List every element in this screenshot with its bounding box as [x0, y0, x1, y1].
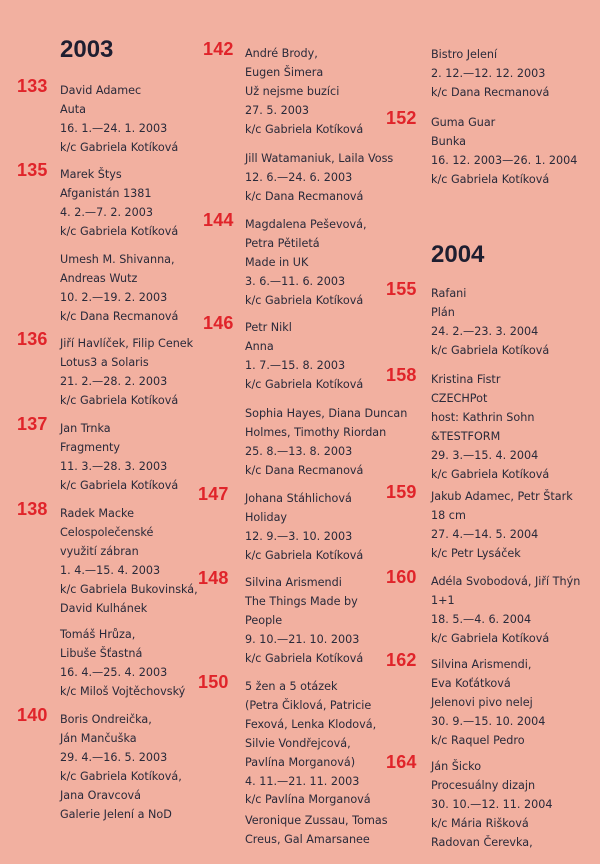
- exhibition-title: Už nejsme buzíci: [245, 84, 340, 98]
- exhibition-details: [431, 46, 549, 103]
- curator: k/c Gabriela Kotíková: [245, 293, 364, 307]
- exhibition-details: [431, 573, 580, 649]
- exhibition-details: [245, 405, 407, 481]
- exhibition-details: [245, 319, 363, 395]
- artist-name: Creus, Gal Amarsanee: [245, 832, 370, 846]
- exhibition-number: 162: [386, 650, 417, 670]
- curator: k/c Gabriela Kotíková: [60, 140, 179, 154]
- exhibition-dates: 4. 2.—7. 2. 2003: [60, 205, 154, 219]
- exhibition-dates: 27. 4.—14. 5. 2004: [431, 527, 539, 541]
- artist-name: Silvina Arismendi: [245, 576, 342, 589]
- exhibition-title: 1+1: [431, 593, 455, 607]
- artist-name: Ján Mančuška: [60, 731, 137, 745]
- artist-name: David Adamec: [60, 84, 142, 97]
- exhibition-dates: 18. 5.—4. 6. 2004: [431, 612, 532, 626]
- exhibition-details: [245, 574, 363, 669]
- artist-name: Sophia Hayes, Diana Duncan: [245, 407, 408, 420]
- exhibition-details: [60, 420, 178, 496]
- exhibition-dates: 29. 4.—16. 5. 2003: [60, 750, 168, 764]
- exhibition-details: [60, 711, 182, 824]
- exhibition-number: 152: [386, 108, 417, 128]
- year-heading-2004: 2004: [431, 241, 485, 268]
- exhibition-details: [431, 656, 545, 751]
- artist-name: Petra Pětiletá: [245, 236, 320, 250]
- exhibition-dates: 25. 8.—13. 8. 2003: [245, 444, 353, 458]
- exhibition-number: 133: [17, 76, 48, 96]
- exhibition-title: Holiday: [245, 510, 288, 524]
- exhibition-number: 135: [17, 160, 48, 180]
- exhibition-dates: 10. 2.—19. 2. 2003: [60, 290, 168, 304]
- exhibition-details: [431, 285, 549, 361]
- exhibition-dates: 30. 10.—12. 11. 2004: [431, 797, 553, 811]
- exhibition-title: Jelenovi pivo nelej: [431, 695, 533, 709]
- curator: k/c Gabriela Kotíková: [431, 343, 550, 357]
- artist-name: Andreas Wutz: [60, 271, 138, 285]
- artist-name: Boris Ondreička,: [60, 713, 152, 726]
- exhibition-number: 159: [386, 482, 417, 502]
- curator: k/c Gabriela Kotíková,: [60, 769, 182, 783]
- exhibition-details: [60, 505, 198, 618]
- exhibition-dates: 9. 10.—21. 10. 2003: [245, 632, 360, 646]
- exhibition-title: Plán: [431, 305, 455, 319]
- exhibition-dates: 30. 9.—15. 10. 2004: [431, 714, 546, 728]
- artist-name: Magdalena Peševová,: [245, 218, 367, 231]
- artist-name: Eva Koťátková: [431, 676, 511, 690]
- artist-name: Jiří Havlíček, Filip Cenek: [60, 337, 194, 350]
- exhibition-dates: 27. 5. 2003: [245, 103, 310, 117]
- guest-artist: host: Kathrin Sohn: [431, 410, 535, 424]
- curator: k/c Gabriela Kotíková: [60, 393, 179, 407]
- exhibition-title: Made in UK: [245, 255, 309, 269]
- exhibition-number: 146: [203, 313, 234, 333]
- exhibition-details: [245, 678, 376, 810]
- exhibition-title: Auta: [60, 102, 86, 116]
- exhibition-title: Bistro Jelení: [431, 48, 498, 61]
- artist-name: Radek Macke: [60, 507, 135, 520]
- exhibition-dates: 16. 1.—24. 1. 2003: [60, 121, 168, 135]
- artist-name: Umesh M. Shivanna,: [60, 253, 175, 266]
- curator: k/c Petr Lysáček: [431, 546, 521, 560]
- artist-name: Silvie Vondřejcová,: [245, 736, 351, 750]
- exhibition-number: 140: [17, 705, 48, 725]
- curator: k/c Gabriela Kotíková: [245, 651, 364, 665]
- exhibition-number: 138: [17, 499, 48, 519]
- venue: Galerie Jelení a NoD: [60, 807, 172, 821]
- exhibition-number: 137: [17, 414, 48, 434]
- exhibition-number: 164: [386, 752, 417, 772]
- exhibition-details: [245, 216, 367, 311]
- curator: k/c Dana Recmanová: [245, 189, 364, 203]
- exhibition-title: Lotus3 a Solaris: [60, 355, 149, 369]
- curator: k/c Gabriela Kotíková: [60, 478, 179, 492]
- exhibition-title: The Things Made by: [245, 594, 358, 608]
- exhibition-number: 155: [386, 279, 417, 299]
- artist-name: Holmes, Timothy Riordan: [245, 425, 387, 439]
- artist-name: Veronique Zussau, Tomas: [245, 814, 388, 827]
- curator: k/c Gabriela Kotíková: [431, 172, 550, 186]
- exhibition-details: [60, 626, 185, 702]
- exhibition-number: 144: [203, 210, 234, 230]
- curator: k/c Dana Recmanová: [431, 85, 550, 99]
- artist-name: Petr Nikl: [245, 321, 292, 334]
- exhibition-title: CZECHPot: [431, 391, 488, 405]
- exhibition-title: Fragmenty: [60, 440, 121, 454]
- curator: k/c Dana Recmanová: [245, 463, 364, 477]
- artist-name: Pavlína Morganová): [245, 755, 356, 769]
- exhibition-details: [431, 114, 577, 190]
- exhibition-dates: 24. 2.—23. 3. 2004: [431, 324, 539, 338]
- artist-name: Johana Stáhlichová: [245, 492, 352, 505]
- curator: k/c Gabriela Kotíková: [431, 467, 550, 481]
- artist-name: Jill Watamaniuk, Laila Voss: [245, 152, 394, 165]
- artist-name: Libuše Šťastná: [60, 646, 143, 660]
- exhibition-details: [60, 166, 178, 242]
- exhibition-dates: 29. 3.—15. 4. 2004: [431, 448, 539, 462]
- exhibition-details: [60, 82, 178, 158]
- exhibition-dates: 12. 9.—3. 10. 2003: [245, 529, 353, 543]
- exhibition-dates: 1. 4.—15. 4. 2003: [60, 563, 161, 577]
- curator: k/c Gabriela Kotíková: [245, 548, 364, 562]
- exhibition-number: 147: [198, 484, 229, 504]
- curator: k/c Mária Rišková: [431, 816, 529, 830]
- artist-name: Kristina Fistr: [431, 373, 501, 386]
- exhibition-number: 160: [386, 567, 417, 587]
- exhibition-dates: 3. 6.—11. 6. 2003: [245, 274, 346, 288]
- exhibition-details: [245, 812, 388, 850]
- artist-name: Tomáš Hrůza,: [60, 628, 136, 641]
- exhibition-title: Anna: [245, 339, 274, 353]
- curator: David Kulhánek: [60, 601, 148, 615]
- exhibition-number: 148: [198, 568, 229, 588]
- exhibition-details: [245, 490, 363, 566]
- exhibition-number: 136: [17, 329, 48, 349]
- artist-name: Jakub Adamec, Petr Štark: [431, 490, 573, 503]
- artist-name: Ján Šicko: [431, 760, 482, 773]
- year-heading-2003: 2003: [60, 36, 114, 63]
- exhibition-details: [431, 488, 573, 564]
- exhibition-details: [60, 251, 178, 327]
- curator: k/c Pavlína Morganová: [245, 793, 371, 807]
- curator: Jana Oravcová: [60, 788, 142, 802]
- exhibition-title: 18 cm: [431, 508, 466, 522]
- exhibition-dates: 4. 11.—21. 11. 2003: [245, 774, 360, 788]
- exhibition-title: 5 žen a 5 otázek: [245, 680, 338, 693]
- exhibition-dates: 2. 12.—12. 12. 2003: [431, 66, 546, 80]
- curator: k/c Raquel Pedro: [431, 733, 525, 747]
- exhibition-title: Celospolečenské: [60, 525, 154, 539]
- curator: k/c Dana Recmanová: [60, 309, 179, 323]
- exhibition-title: Afganistán 1381: [60, 186, 152, 200]
- exhibition-number: 158: [386, 365, 417, 385]
- artist-name: André Brody,: [245, 47, 318, 60]
- exhibition-dates: 16. 4.—25. 4. 2003: [60, 665, 168, 679]
- curator: k/c Gabriela Kotíková: [245, 377, 364, 391]
- exhibition-title: People: [245, 613, 283, 627]
- exhibition-title: Procesuálny dizajn: [431, 778, 536, 792]
- curator: k/c Gabriela Kotíková: [245, 122, 364, 136]
- artist-name: (Petra Čiklová, Patricie: [245, 698, 372, 712]
- curator: k/c Gabriela Bukovinská,: [60, 582, 198, 596]
- exhibition-details: [431, 371, 549, 484]
- exhibition-dates: 21. 2.—28. 2. 2003: [60, 374, 168, 388]
- artist-name: Jan Trnka: [60, 422, 111, 435]
- exhibition-dates: 12. 6.—24. 6. 2003: [245, 170, 353, 184]
- exhibition-details: [60, 335, 193, 411]
- exhibition-title: využití zábran: [60, 544, 139, 558]
- artist-name: Rafani: [431, 287, 467, 300]
- artist-name: Adéla Svobodová, Jiří Thýn: [431, 575, 581, 588]
- curator: Radovan Čerevka,: [431, 835, 533, 849]
- curator: k/c Miloš Vojtěchovský: [60, 684, 186, 698]
- artist-name: Eugen Šimera: [245, 65, 324, 79]
- artist-name: Fexová, Lenka Klodová,: [245, 717, 377, 731]
- curator: k/c Gabriela Kotíková: [60, 224, 179, 238]
- guest-artist: &TESTFORM: [431, 429, 501, 443]
- artist-name: Marek Štys: [60, 168, 122, 181]
- exhibition-number: 150: [198, 672, 229, 692]
- exhibition-details: [245, 150, 393, 207]
- exhibition-dates: 16. 12. 2003—26. 1. 2004: [431, 153, 578, 167]
- exhibition-details: [431, 758, 553, 853]
- exhibition-dates: 1. 7.—15. 8. 2003: [245, 358, 346, 372]
- exhibition-details: [245, 45, 363, 140]
- exhibition-title: Bunka: [431, 134, 466, 148]
- exhibition-number: 142: [203, 39, 234, 59]
- artist-name: Silvina Arismendi,: [431, 658, 532, 671]
- curator: k/c Gabriela Kotíková: [431, 631, 550, 645]
- artist-name: Guma Guar: [431, 116, 496, 129]
- exhibition-dates: 11. 3.—28. 3. 2003: [60, 459, 168, 473]
